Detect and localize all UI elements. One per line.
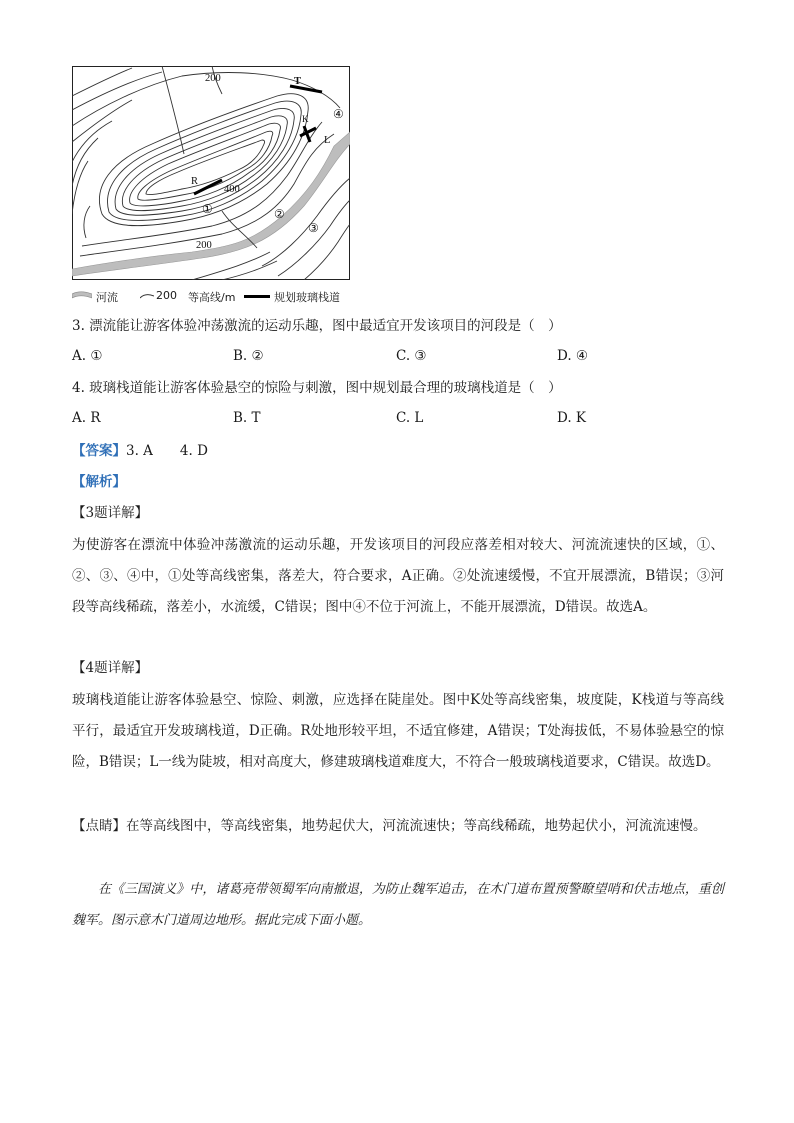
d3-tag: 【3题详解】 bbox=[72, 505, 149, 521]
answer-tag: 【答案】 bbox=[72, 443, 126, 459]
label-T: T bbox=[294, 76, 302, 87]
q4-option-a: A. R bbox=[72, 410, 101, 426]
d3-body: 为使游客在漂流中体验冲荡激流的运动乐趣，开发该项目的河段应落差相对较大、河流流速快的区域，①、②、③、④中，①处等高线密集，落差大，符合要求，A正确。②处流速缓慢，不宜开展漂流，B错误；③河段等高线稀疏，落差小，水流缓，C错误；图中④不位于河流上，不能开展漂流，D错误。故选A。 bbox=[72, 537, 724, 615]
label-400: 400 bbox=[224, 184, 240, 195]
q3-option-b: B. ② bbox=[233, 348, 264, 364]
q3-option-c: C. ③ bbox=[396, 348, 427, 364]
label-K: K bbox=[302, 114, 309, 124]
analysis-line bbox=[72, 472, 126, 492]
label-200-top: 200 bbox=[205, 73, 221, 84]
legend-river-label: 河流 bbox=[96, 291, 118, 304]
label-marker-4: ④ bbox=[333, 107, 344, 121]
map-legend bbox=[72, 288, 372, 304]
q4-option-d: D. K bbox=[557, 410, 587, 426]
legend-trail-label: 规划玻璃栈道 bbox=[274, 291, 340, 304]
q4-option-b: B. T bbox=[233, 410, 261, 426]
legend-contour-value: 200 bbox=[156, 289, 177, 302]
label-marker-3: ③ bbox=[308, 221, 319, 235]
trail-legend-icon bbox=[244, 295, 270, 298]
label-L: L bbox=[324, 135, 331, 146]
answer-line bbox=[72, 441, 208, 461]
q4-stem: 4. 玻璃栈道能让游客体验悬空的惊险与刺激，图中规划最合理的玻璃栈道是（ ） bbox=[72, 380, 562, 396]
answer-text: 3. A 4. D bbox=[126, 443, 208, 459]
label-marker-2: ② bbox=[274, 207, 285, 221]
d4-body: 玻璃栈道能让游客体验悬空、惊险、刺激，应选择在陡崖处。图中K处等高线密集，坡度陡，K栈道与等高线平行，最适宜开发玻璃栈道，D正确。R处地形较平坦，不适宜修建，A错误；T处海拔低，不易体验悬空的惊险，B错误；L一线为陡坡，相对高度大，修建玻璃栈道难度大，不符合一般玻璃栈道要求，C错误。故选D。 bbox=[72, 692, 724, 770]
q4-option-c: C. L bbox=[396, 410, 424, 426]
tip-line bbox=[72, 811, 724, 842]
label-200-bottom: 200 bbox=[196, 240, 212, 251]
label-marker-1: ① bbox=[202, 202, 213, 216]
q3-option-a: A. ① bbox=[72, 348, 103, 364]
analysis-tag: 【解析】 bbox=[72, 474, 126, 490]
d4-tag: 【4题详解】 bbox=[72, 660, 149, 676]
next-passage: 在《三国演义》中，诸葛亮带领蜀军向南撤退，为防止魏军追击，在木门道布置预警瞭望哨和伏击地点，重创魏军。图示意木门道周边地形。据此完成下面小题。 bbox=[72, 882, 724, 928]
contour-legend-icon bbox=[140, 292, 154, 300]
contour-map bbox=[72, 66, 350, 280]
tip-text: 在等高线图中，等高线密集，地势起伏大，河流流速快；等高线稀疏，地势起伏小，河流流速慢。 bbox=[126, 818, 707, 834]
q3-stem: 3. 漂流能让游客体验冲荡激流的运动乐趣，图中最适宜开发该项目的河段是（ ） bbox=[72, 318, 562, 334]
label-R: R bbox=[191, 176, 199, 187]
q3-option-d: D. ④ bbox=[557, 348, 589, 364]
tip-tag: 【点睛】 bbox=[72, 818, 126, 834]
legend-contour-label: 等高线/m bbox=[188, 291, 236, 304]
river-legend-icon bbox=[72, 291, 92, 301]
